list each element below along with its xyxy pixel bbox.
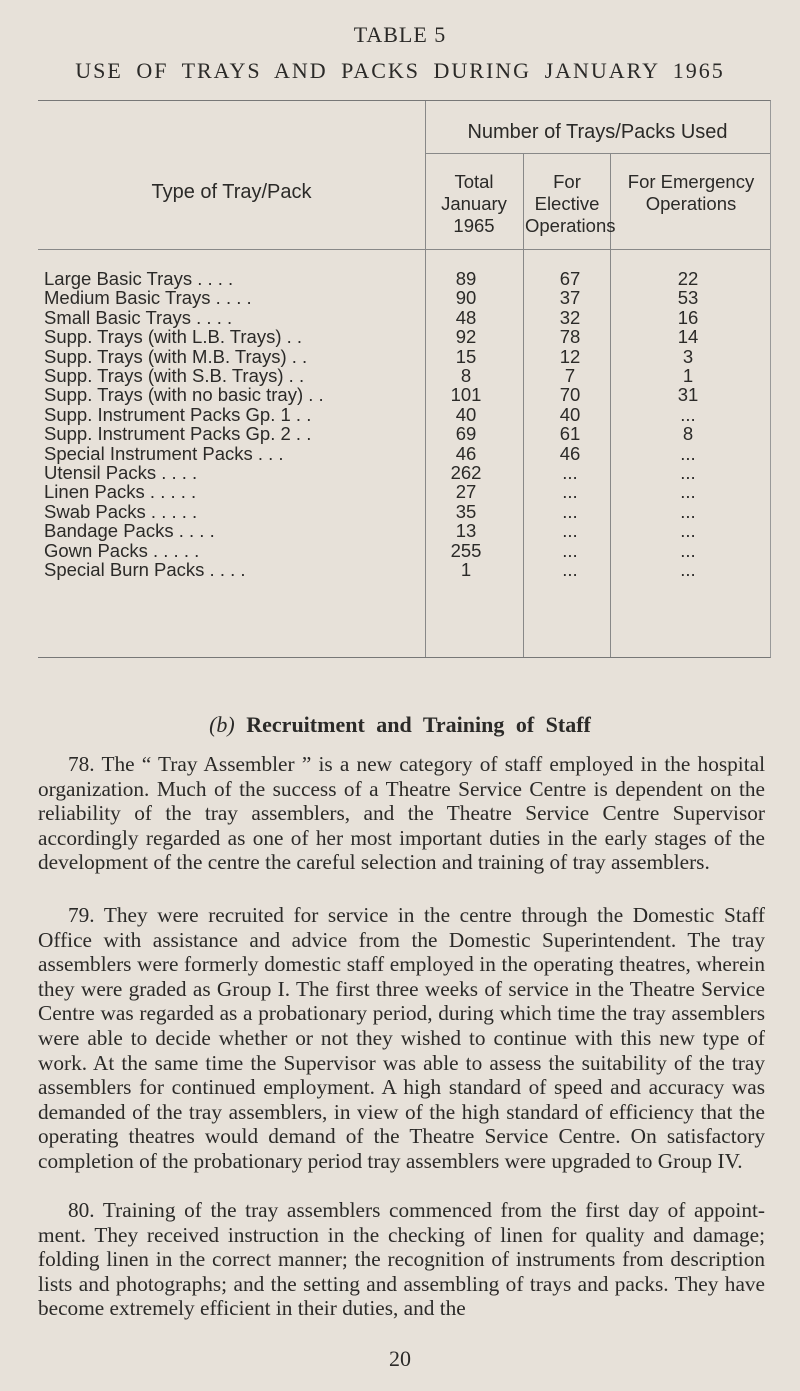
emergency-cell: 22 bbox=[677, 268, 699, 289]
table-row bbox=[38, 502, 770, 521]
table-row bbox=[38, 541, 770, 560]
table-row bbox=[38, 463, 770, 482]
elective-cell: 12 bbox=[559, 345, 581, 367]
elective-cell: 78 bbox=[559, 326, 581, 348]
table-row bbox=[38, 288, 770, 307]
total-cell: 1 bbox=[460, 559, 472, 580]
col-header-total: Total January 1965 bbox=[441, 171, 507, 236]
row-label: Gown Packs . . . . . bbox=[44, 539, 200, 561]
elective-cell: 40 bbox=[559, 403, 581, 425]
col-header-elective: For Elective Operations bbox=[525, 171, 616, 236]
elective-cell: 61 bbox=[559, 423, 581, 445]
total-cell: 15 bbox=[455, 345, 477, 367]
total-cell: 13 bbox=[455, 520, 477, 542]
emergency-cell: ... bbox=[680, 442, 696, 464]
table-row bbox=[38, 444, 770, 463]
paragraph-79: 79. They were recruited for service in the centre through the Domestic Staff Office with assistance and advice from the Domestic Superintendent. The tray assemblers were formerly domestic staff employed in the operating theatres, wherein they were graded as Group I. The first three weeks of service in the Theatre Service Centre was regarded as a probationary period, during which time the tray assemblers were able to decide whether or not they wished to continue with this new type of work. At the same time the Supervisor was able to assess the suitability of the tray assemblers for continued employment. A high standard of speed and accuracy was demanded of the tray assemblers, in view of the high standard of efficiency that the operating theatres would demand of the Theatre Service Centre. On satisfactory completion of the probationary period tray assemblers were upgraded to Group IV. bbox=[38, 903, 765, 1173]
row-label: Special Burn Packs . . . . bbox=[44, 559, 246, 580]
elective-cell: ... bbox=[562, 520, 578, 542]
total-cell: 27 bbox=[455, 481, 477, 503]
elective-cell: 7 bbox=[564, 365, 576, 386]
row-label: Supp. Trays (with S.B. Trays) . . bbox=[44, 365, 305, 386]
header-rule bbox=[425, 153, 770, 154]
total-cell: 255 bbox=[450, 539, 482, 561]
total-cell: 262 bbox=[450, 462, 482, 483]
table-row bbox=[38, 347, 770, 366]
col-header-type: Type of Tray/Pack bbox=[151, 181, 312, 203]
emergency-cell: ... bbox=[680, 500, 696, 522]
table-row bbox=[38, 385, 770, 404]
table-row bbox=[38, 482, 770, 501]
group-header: Number of Trays/Packs Used bbox=[467, 121, 728, 143]
total-cell: 48 bbox=[455, 306, 477, 328]
elective-cell: 46 bbox=[559, 442, 581, 464]
total-cell: 8 bbox=[460, 365, 472, 386]
emergency-cell: 31 bbox=[677, 384, 699, 406]
table-row bbox=[38, 424, 770, 443]
section-label: (b) bbox=[209, 712, 235, 737]
emergency-cell: ... bbox=[680, 403, 696, 425]
total-cell: 46 bbox=[455, 442, 477, 464]
row-label: Swab Packs . . . . . bbox=[44, 500, 198, 522]
emergency-cell: ... bbox=[680, 559, 696, 580]
emergency-cell: ... bbox=[680, 462, 696, 483]
row-label: Special Instrument Packs . . . bbox=[44, 442, 284, 464]
page-number: 20 bbox=[389, 1346, 411, 1371]
col-header-emergency: For Emergency Operations bbox=[627, 171, 755, 214]
total-cell: 40 bbox=[455, 403, 477, 425]
emergency-cell: 3 bbox=[682, 345, 694, 367]
table-label: TABLE 5 bbox=[353, 22, 447, 47]
total-cell: 92 bbox=[455, 326, 477, 348]
elective-cell: 37 bbox=[559, 287, 581, 309]
elective-cell: 67 bbox=[559, 268, 581, 289]
elective-cell: ... bbox=[562, 559, 578, 580]
row-label: Bandage Packs . . . . bbox=[44, 520, 215, 542]
row-label: Utensil Packs . . . . bbox=[44, 462, 198, 483]
emergency-cell: 1 bbox=[682, 365, 694, 386]
row-label: Supp. Instrument Packs Gp. 2 . . bbox=[44, 423, 312, 445]
elective-cell: ... bbox=[562, 500, 578, 522]
row-label: Small Basic Trays . . . . bbox=[44, 306, 233, 328]
row-label: Linen Packs . . . . . bbox=[44, 481, 197, 503]
table-title: USE OF TRAYS AND PACKS DURING JANUARY 1965 bbox=[75, 58, 725, 83]
table-row bbox=[38, 521, 770, 540]
table-row bbox=[38, 560, 770, 579]
emergency-cell: ... bbox=[680, 481, 696, 503]
total-cell: 101 bbox=[450, 384, 482, 406]
section-heading bbox=[0, 712, 800, 738]
total-cell: 35 bbox=[455, 500, 477, 522]
elective-cell: ... bbox=[562, 539, 578, 561]
paragraph-78: 78. The “ Tray Assembler ” is a new category of staff employed in the hospital organization. Much of the success of a Theatre Service Centre is dependent on the reliability of the tray assemblers, and the Theatre Service Centre Supervisor accordingly regarded as one of her most important duties in the early stages of the development of the centre the careful selection and training of tray assemblers. bbox=[38, 752, 765, 875]
table-row bbox=[38, 366, 770, 385]
elective-cell: ... bbox=[562, 481, 578, 503]
table-row bbox=[38, 308, 770, 327]
elective-cell: ... bbox=[562, 462, 578, 483]
elective-cell: 32 bbox=[559, 306, 581, 328]
table-row bbox=[38, 405, 770, 424]
row-label: Large Basic Trays . . . . bbox=[44, 268, 234, 289]
emergency-cell: 8 bbox=[682, 423, 694, 445]
elective-cell: 70 bbox=[559, 384, 581, 406]
total-cell: 90 bbox=[455, 287, 477, 309]
header-rule bbox=[38, 249, 770, 250]
table-row bbox=[38, 327, 770, 346]
paragraph-80: 80. Training of the tray assemblers commenced from the first day of appoint-ment. They received instruction in the checking of linen for quality and damage; folding linen in the correct manner; the recognition of instruments from description lists and photographs; and the setting and assembling of trays and packs. They have become extremely efficient in their duties, and the bbox=[38, 1198, 765, 1321]
row-label: Medium Basic Trays . . . . bbox=[44, 287, 252, 309]
section-title: Recruitment and Training of Staff bbox=[246, 712, 591, 737]
row-label: Supp. Trays (with M.B. Trays) . . bbox=[44, 345, 308, 367]
total-cell: 69 bbox=[455, 423, 477, 445]
trays-table bbox=[38, 100, 771, 658]
row-label: Supp. Trays (with no basic tray) . . bbox=[44, 384, 324, 406]
emergency-cell: ... bbox=[680, 520, 696, 542]
emergency-cell: 16 bbox=[677, 306, 699, 328]
total-cell: 89 bbox=[455, 268, 477, 289]
row-label: Supp. Trays (with L.B. Trays) . . bbox=[44, 326, 303, 348]
emergency-cell: ... bbox=[680, 539, 696, 561]
emergency-cell: 14 bbox=[677, 326, 699, 348]
table-row bbox=[38, 269, 770, 288]
row-label: Supp. Instrument Packs Gp. 1 . . bbox=[44, 403, 312, 425]
emergency-cell: 53 bbox=[677, 287, 699, 309]
